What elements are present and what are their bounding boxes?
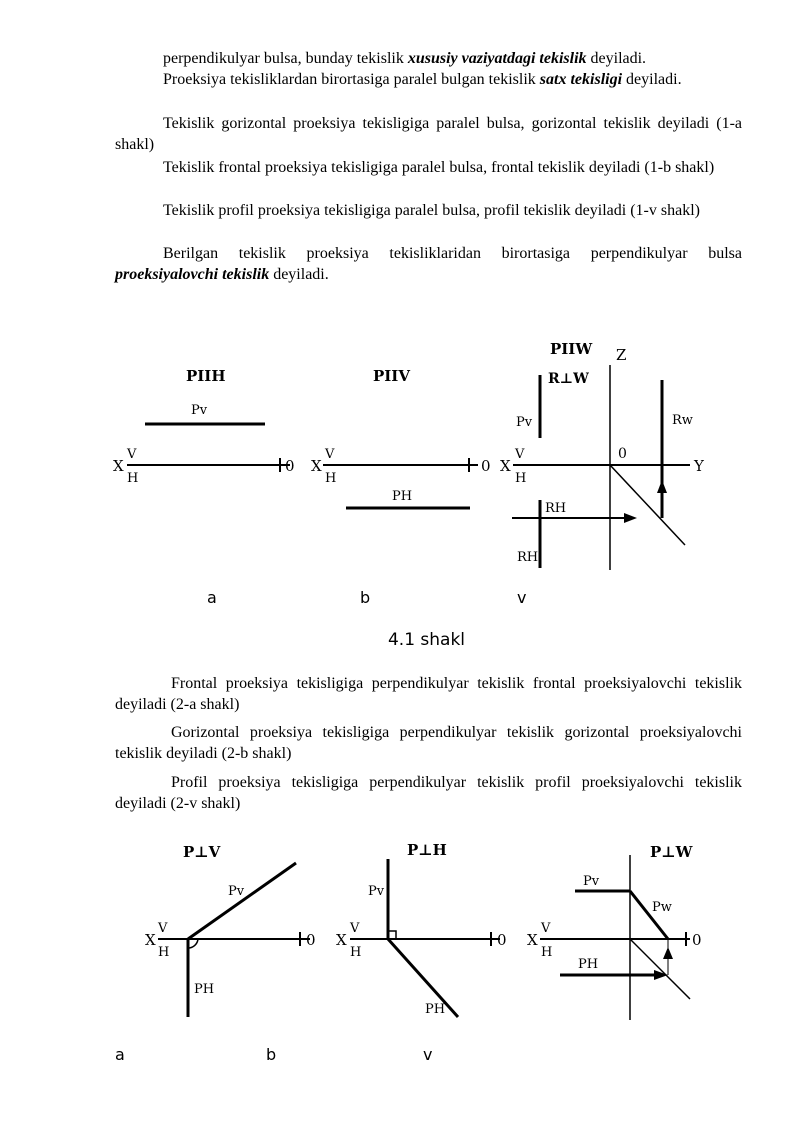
fig2-sub-b: b — [266, 1045, 277, 1064]
fig2-label-pv-a: Pv — [228, 884, 245, 899]
fig2-label-pv-b: Pv — [368, 884, 385, 899]
fig1-label-pv-a: Pv — [191, 403, 208, 418]
fig2-label-pv-c: Pv — [583, 874, 600, 889]
fig1-axis-y: Y — [694, 457, 704, 475]
fig2-v-b: V — [350, 921, 360, 936]
fig1-label-rh-bottom: RH — [517, 550, 539, 565]
fig2-h-a: H — [158, 945, 170, 960]
fig2-label-pw-c: Pw — [652, 900, 672, 915]
paragraph-4: Tekislik frontal proeksiya tekisligiga paralel bulsa, frontal tekislik deyiladi (1-b shakl) — [163, 159, 715, 176]
fig2-label-ph-c: PH — [578, 957, 599, 972]
fig1-origin-c: 0 — [618, 446, 627, 462]
pw-line-2c — [630, 891, 668, 939]
fig1-v-a: V — [127, 447, 137, 462]
fig1-h-b: H — [325, 471, 337, 486]
fig2-x-b: X — [336, 931, 347, 949]
fig1-title-c: PIIW — [550, 340, 593, 358]
fig2-sub-a: a — [115, 1045, 125, 1064]
fig1-0-a: 0 — [285, 457, 295, 475]
fig2-h-c: H — [541, 945, 553, 960]
fig2-x-c: X — [527, 931, 538, 949]
fig1-label-ph-b: PH — [392, 489, 413, 504]
figure-2-drawing — [0, 835, 800, 1030]
fig1-title-a: PIIH — [186, 367, 226, 385]
up-arrow-head — [657, 480, 667, 493]
fig1-sub-a: a — [207, 588, 217, 607]
fig2-title-b: P⊥H — [407, 841, 447, 859]
fig2-v-c: V — [541, 921, 551, 936]
fig2-title-a: P⊥V — [183, 843, 221, 861]
fig2-title-c: P⊥W — [650, 843, 693, 861]
ph-line-2b — [388, 939, 458, 1017]
fig2-v-a: V — [158, 921, 168, 936]
fig1-x-c: X — [500, 457, 511, 475]
paragraph-8: Gorizontal proeksiya tekisligiga perpendikulyar tekislik gorizontal proeksiyalovchi tekislik deyiladi (2-b shakl) — [115, 724, 742, 762]
figure-1-caption: 4.1 shakl — [387, 630, 466, 650]
fig2-label-ph-b: PH — [425, 1002, 446, 1017]
fig1-axis-z: Z — [616, 346, 627, 364]
fig1-v-c: V — [515, 447, 525, 462]
fig2-h-b: H — [350, 945, 362, 960]
fig2-sub-c: v — [423, 1045, 433, 1064]
up-arrow-head-2c — [663, 947, 673, 959]
fig2-x-a: X — [145, 931, 156, 949]
paragraph-7: Frontal proeksiya tekisligiga perpendikulyar tekislik frontal proeksiyalovchi tekislik deyiladi (2-a shakl) — [115, 675, 742, 713]
fig1-title-b: PIIV — [373, 367, 410, 385]
paragraph-1: perpendikulyar bulsa, bunday tekislik xususiy vaziyatdagi tekislik deyiladi. — [163, 50, 647, 67]
diagonal-c — [610, 465, 685, 545]
right-arrow-head-2c — [654, 970, 668, 980]
fig1-0-b: 0 — [481, 457, 491, 475]
right-arrow-head — [624, 513, 637, 523]
figure-1 — [0, 330, 800, 580]
fig1-label-pv-c: Pv — [516, 415, 533, 430]
fig2-label-ph-a: PH — [194, 982, 215, 997]
fig1-sub-b: b — [360, 588, 371, 607]
pv-line-2a — [188, 863, 296, 939]
fig1-label-rw-perp: R⊥W — [548, 371, 589, 387]
fig1-sub-c: v — [517, 588, 527, 607]
fig1-label-rh-top: RH — [545, 501, 567, 516]
fig1-x-a: X — [113, 457, 124, 475]
figure-2 — [0, 835, 800, 1030]
figure-1-drawing — [0, 330, 800, 580]
fig2-0-a: 0 — [306, 931, 316, 949]
fig1-h-c: H — [515, 471, 527, 486]
fig1-h-a: H — [127, 471, 139, 486]
fig1-x-b: X — [311, 457, 322, 475]
paragraph-6: Berilgan tekislik proeksiya tekisliklaridan birortasiga perpendikulyar bulsa proeksiyalovchi tekislik deyiladi. — [115, 245, 742, 283]
paragraph-9: Profil proeksiya tekisligiga perpendikulyar tekislik profil proeksiyalovchi tekislik deyiladi (2-v shakl) — [115, 774, 742, 812]
fig2-0-b: 0 — [497, 931, 507, 949]
paragraph-5: Tekislik profil proeksiya tekisligiga paralel bulsa, profil tekislik deyiladi (1-v shakl) — [163, 202, 700, 219]
fig2-0-c: 0 — [692, 931, 702, 949]
diagonal-2c — [630, 939, 690, 999]
fig1-v-b: V — [325, 447, 335, 462]
paragraph-3: Tekislik gorizontal proeksiya tekisligiga paralel bulsa, gorizontal tekislik deyiladi (1-a shakl) — [115, 115, 742, 153]
fig1-label-rw: Rw — [672, 413, 693, 428]
paragraph-2: Proeksiya tekisliklardan birortasiga paralel bulgan tekislik satx tekisligi deyiladi. — [163, 71, 682, 88]
